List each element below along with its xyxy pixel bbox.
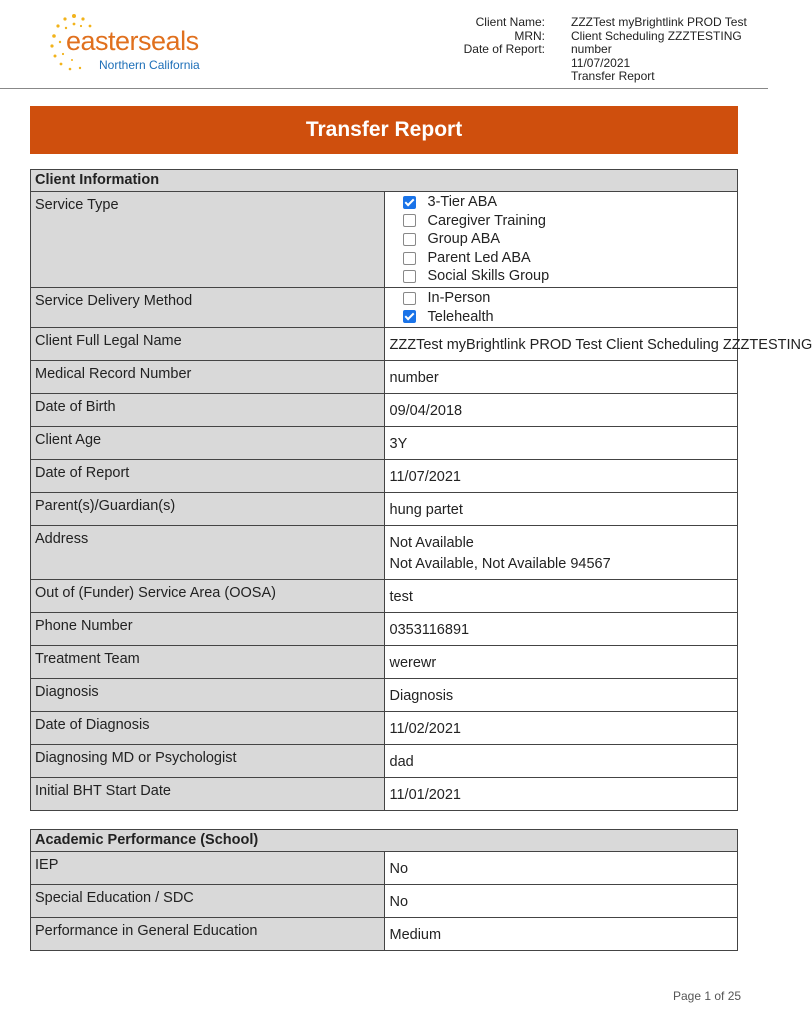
checkbox-checked-icon[interactable] bbox=[403, 196, 416, 209]
mrn-value: number bbox=[571, 42, 612, 56]
logo-wordmark: easterseals bbox=[66, 26, 199, 56]
option-in-person[interactable]: In-Person bbox=[403, 289, 733, 308]
section-heading: Academic Performance (School) bbox=[31, 830, 738, 852]
field-value: dad bbox=[384, 745, 738, 778]
field-value: 11/07/2021 bbox=[384, 460, 738, 493]
field-label: Initial BHT Start Date bbox=[31, 778, 385, 811]
section-heading-row bbox=[31, 170, 738, 192]
delivery-method-options bbox=[384, 287, 738, 327]
table-row bbox=[31, 778, 738, 811]
table-row bbox=[31, 712, 738, 745]
field-label: Performance in General Education bbox=[31, 918, 385, 951]
field-value: hung partet bbox=[384, 493, 738, 526]
field-value: ZZZTest myBrightlink PROD Test Client Scheduling ZZZTESTING bbox=[384, 328, 738, 361]
field-label: Phone Number bbox=[31, 613, 385, 646]
section-heading: Client Information bbox=[31, 170, 738, 192]
field-label: Date of Birth bbox=[31, 394, 385, 427]
field-label: Service Delivery Method bbox=[31, 287, 385, 327]
field-label: Client Age bbox=[31, 427, 385, 460]
section-heading-row bbox=[31, 830, 738, 852]
table-row bbox=[31, 460, 738, 493]
table-row bbox=[31, 613, 738, 646]
address-line-2: Not Available, Not Available 94567 bbox=[389, 556, 611, 573]
header-divider bbox=[0, 88, 768, 89]
table-row bbox=[31, 493, 738, 526]
field-value: 0353116891 bbox=[384, 613, 738, 646]
easterseals-logo bbox=[44, 8, 214, 78]
field-value: Diagnosis bbox=[384, 679, 738, 712]
table-row bbox=[31, 526, 738, 580]
field-label: Date of Report bbox=[31, 460, 385, 493]
field-label: Parent(s)/Guardian(s) bbox=[31, 493, 385, 526]
checkbox-icon[interactable] bbox=[403, 214, 416, 227]
field-value: 3Y bbox=[384, 427, 738, 460]
table-row bbox=[31, 918, 738, 951]
table-row bbox=[31, 580, 738, 613]
field-value: 09/04/2018 bbox=[384, 394, 738, 427]
report-title: Transfer Report bbox=[30, 106, 738, 154]
option-group-aba[interactable]: Group ABA bbox=[403, 230, 733, 249]
field-label: Address bbox=[31, 526, 385, 580]
client-name-value-cont: Client Scheduling ZZZTESTING bbox=[571, 28, 742, 43]
checkbox-icon[interactable] bbox=[403, 252, 416, 265]
table-row bbox=[31, 328, 738, 361]
field-value: 11/01/2021 bbox=[384, 778, 738, 811]
field-label: Special Education / SDC bbox=[31, 885, 385, 918]
academic-performance-table bbox=[30, 829, 738, 951]
field-label: Medical Record Number bbox=[31, 361, 385, 394]
field-label: Treatment Team bbox=[31, 646, 385, 679]
client-name-label: Client Name: bbox=[475, 15, 545, 29]
client-information-table bbox=[30, 169, 812, 811]
field-label: Out of (Funder) Service Area (OOSA) bbox=[31, 580, 385, 613]
checkbox-checked-icon[interactable] bbox=[403, 310, 416, 323]
report-type-value: Transfer Report bbox=[571, 69, 655, 83]
page-number: Page 1 of 25 bbox=[673, 989, 742, 1003]
field-value: No bbox=[384, 852, 738, 885]
table-row bbox=[31, 885, 738, 918]
field-label: Date of Diagnosis bbox=[31, 712, 385, 745]
checkbox-icon[interactable] bbox=[403, 270, 416, 283]
table-row bbox=[31, 287, 738, 327]
field-value: 11/02/2021 bbox=[384, 712, 738, 745]
client-name-value: ZZZTest myBrightlink PROD Test bbox=[571, 15, 747, 29]
field-label: Diagnosis bbox=[31, 679, 385, 712]
field-value: number bbox=[384, 361, 738, 394]
option-parent-led-aba[interactable]: Parent Led ABA bbox=[403, 249, 733, 268]
field-value: No bbox=[384, 885, 738, 918]
mrn-label: MRN: bbox=[514, 28, 545, 43]
service-type-options bbox=[384, 192, 738, 288]
table-row bbox=[31, 745, 738, 778]
checkbox-icon[interactable] bbox=[403, 292, 416, 305]
table-row bbox=[31, 852, 738, 885]
field-label: Service Type bbox=[31, 192, 385, 288]
header-values bbox=[571, 16, 766, 84]
option-telehealth[interactable]: Telehealth bbox=[403, 308, 733, 327]
page-header bbox=[0, 0, 768, 88]
field-label: IEP bbox=[31, 852, 385, 885]
table-row bbox=[31, 646, 738, 679]
option-3-tier-aba[interactable]: 3-Tier ABA bbox=[403, 193, 733, 212]
date-of-report-value: 11/07/2021 bbox=[571, 55, 631, 70]
date-of-report-label: Date of Report: bbox=[463, 42, 545, 56]
table-row bbox=[31, 394, 738, 427]
header-labels bbox=[440, 16, 545, 57]
address-line-1: Not Available bbox=[389, 535, 474, 552]
checkbox-icon[interactable] bbox=[403, 233, 416, 246]
option-social-skills-group[interactable]: Social Skills Group bbox=[403, 267, 733, 286]
field-value: test bbox=[384, 580, 738, 613]
table-row bbox=[31, 361, 738, 394]
table-row bbox=[31, 427, 738, 460]
option-caregiver-training[interactable]: Caregiver Training bbox=[403, 212, 733, 231]
field-value bbox=[384, 526, 738, 580]
field-label: Diagnosing MD or Psychologist bbox=[31, 745, 385, 778]
logo-subtitle: Northern California bbox=[99, 58, 200, 72]
table-row bbox=[31, 679, 738, 712]
field-value: werewr bbox=[384, 646, 738, 679]
table-row bbox=[31, 192, 738, 288]
field-value: Medium bbox=[384, 918, 738, 951]
field-label: Client Full Legal Name bbox=[31, 328, 385, 361]
